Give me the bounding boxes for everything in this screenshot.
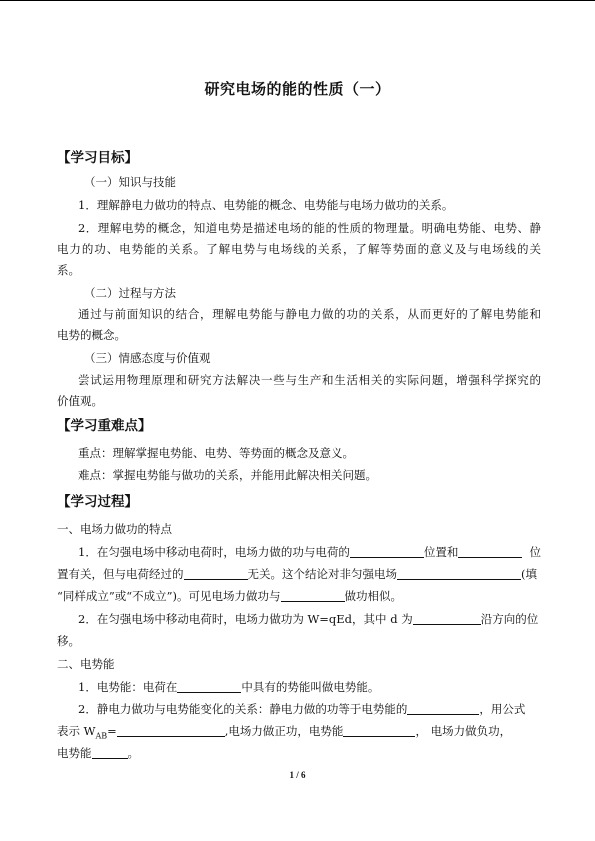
question-line: 1．在匀强电场中移动电荷时，电场力做的功与电荷的 位置和 位: [78, 545, 541, 559]
paragraph: 价值观。: [57, 394, 103, 408]
fill-blank[interactable]: [407, 702, 479, 715]
section-heading-goals: 【学习目标】: [57, 150, 138, 166]
fill-blank[interactable]: [397, 567, 521, 580]
question-line: 1．电势能：电荷在 中具有的势能叫做电势能。: [78, 680, 380, 694]
fill-blank[interactable]: [92, 746, 128, 759]
question-line: 2．静电力做功与电势能变化的关系：静电力做的功等于电势能的 ，用公式: [78, 702, 526, 716]
question-line: 电势能 。: [57, 746, 139, 760]
paragraph: 通过与前面知识的结合，理解电势能与静电力做的功的关系，从而更好的了解电势能和: [78, 307, 541, 321]
fill-blank[interactable]: [458, 545, 522, 558]
section-heading-keypoints: 【学习重难点】: [57, 418, 152, 434]
paragraph: 尝试运用物理原理和研究方法解决一些与生产和生活相关的实际问题，增强科学探究的: [78, 373, 541, 387]
question-line: 表示 $W_{AB}=$ ,电场力做正功，电势能 ， 电场力做负功，: [57, 724, 512, 741]
section-heading-process: 【学习过程】: [57, 494, 138, 510]
page-number: 1 / 6: [289, 770, 306, 780]
paragraph: 电力的功、电势能的关系。了解电势与电场线的关系，了解等势面的意义及与电场线的关: [57, 242, 541, 256]
question-line: 置有关，但与电荷经过的 无关。这个结论对非匀强电场 (填: [57, 567, 537, 581]
page-title: 研究电场的能的性质（一）: [204, 80, 391, 98]
fill-blank[interactable]: [177, 680, 241, 693]
fill-blank[interactable]: [117, 724, 225, 737]
question-line: “同样成立”或“不成立”)。可见电场力做功与 做功相似。: [57, 589, 403, 603]
subheading-knowledge: （一）知识与技能: [84, 175, 176, 189]
paragraph: 电势的概念。: [57, 328, 126, 342]
fill-blank[interactable]: [350, 545, 424, 558]
paragraph: 系。: [57, 263, 80, 277]
part-heading: 一、电场力做功的特点: [57, 522, 172, 536]
fill-blank[interactable]: [343, 724, 415, 737]
key-point: 重点：理解掌握电势能、电势、等势面的概念及意义。: [78, 446, 354, 460]
part-heading: 二、电势能: [57, 657, 115, 671]
paragraph: 1．理解静电力做功的特点、电势能的概念、电势能与电场力做功的关系。: [78, 198, 454, 212]
question-line: 2．在匀强电场中移动电荷时，电场力做功为 W=qEd，其中 d 为 沿方向的位: [78, 612, 539, 626]
question-line: 移。: [57, 634, 80, 648]
fill-blank[interactable]: [184, 567, 248, 580]
subheading-process: （二）过程与方法: [84, 286, 176, 300]
fill-blank[interactable]: [281, 589, 345, 602]
fill-blank[interactable]: [413, 612, 481, 625]
difficult-point: 难点：掌握电势能与做功的关系，并能用此解决相关问题。: [78, 468, 377, 482]
paragraph: 2．理解电势的概念，知道电势是描述电场的能的性质的物理量。明确电势能、电势、静: [78, 221, 541, 235]
subheading-values: （三）情感态度与价值观: [84, 351, 211, 365]
